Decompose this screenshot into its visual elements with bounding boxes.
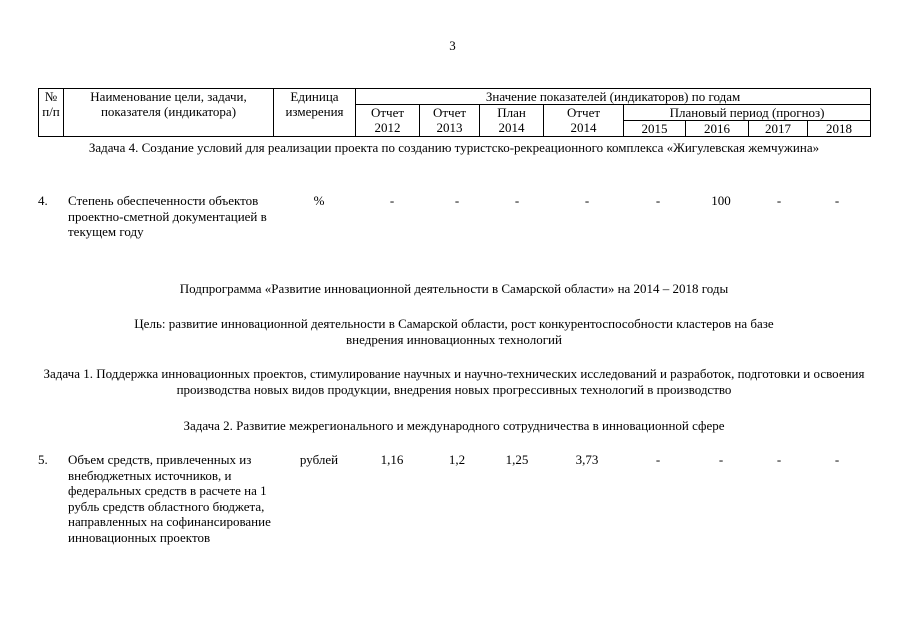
row-4-name: Степень обеспеченности объектов проектно-сметной документацией в текущем году bbox=[68, 193, 267, 240]
task-4-heading: Задача 4. Создание условий для реализации проекта по созданию туристско-рекреационного комплекса «Жигулевская жемчужина» bbox=[88, 140, 820, 155]
row-5-val-2013: 1,2 bbox=[448, 452, 466, 467]
header-year-2016: 2016 bbox=[686, 121, 749, 137]
task-1-heading: Задача 1. Поддержка инновационных проектов, стимулирование научных и научно-технических исследований и разработок, подготовки и освоения производства новых видов продукции, внедрения новых прогрессивных технологий в производство bbox=[43, 366, 865, 397]
header-name: Наименование цели, задачи, показателя (индикатора) bbox=[64, 89, 274, 137]
row-5-val-2016: - bbox=[718, 452, 724, 467]
page-number: 3 bbox=[449, 38, 456, 53]
row-4-val-2018: - bbox=[834, 193, 840, 208]
row-4-val-2012: - bbox=[389, 193, 395, 208]
row-4-num: 4. bbox=[38, 193, 48, 208]
header-sub-2: Отчет 2013 bbox=[420, 105, 480, 137]
row-4-val-2017: - bbox=[776, 193, 782, 208]
row-5-unit: рублей bbox=[299, 452, 339, 467]
row-5-val-plan-2014: 1,25 bbox=[505, 452, 529, 467]
row-5-val-2018: - bbox=[834, 452, 840, 467]
row-5-num: 5. bbox=[38, 452, 48, 467]
row-4-val-2015: - bbox=[655, 193, 661, 208]
row-4-val-2013: - bbox=[454, 193, 460, 208]
header-plan-period: Плановый период (прогноз) bbox=[624, 105, 871, 121]
row-5-val-2015: - bbox=[655, 452, 661, 467]
header-year-2017: 2017 bbox=[749, 121, 808, 137]
row-5-val-2017: - bbox=[776, 452, 782, 467]
header-year-2015: 2015 bbox=[624, 121, 686, 137]
goal-heading: Цель: развитие инновационной деятельности в Самарской области, рост конкурентоспособности кластеров на базе внедрения инновационных технологий bbox=[134, 316, 774, 347]
task-2-heading: Задача 2. Развитие межрегионального и международного сотрудничества в инновационной сфере bbox=[183, 418, 725, 433]
row-4-val-plan-2014: - bbox=[514, 193, 520, 208]
row-4-val-2016: 100 bbox=[711, 193, 731, 208]
header-num: № п/п bbox=[39, 89, 64, 137]
indicators-table-header bbox=[38, 88, 871, 137]
header-sub-4: Отчет 2014 bbox=[544, 105, 624, 137]
row-4-unit: % bbox=[313, 193, 325, 208]
header-year-2018: 2018 bbox=[808, 121, 871, 137]
header-sub-3: План 2014 bbox=[480, 105, 544, 137]
header-unit: Единица измерения bbox=[274, 89, 356, 137]
header-sub-1: Отчет 2012 bbox=[356, 105, 420, 137]
row-4-val-2014: - bbox=[584, 193, 590, 208]
header-values: Значение показателей (индикаторов) по годам bbox=[356, 89, 871, 105]
subprogram-heading: Подпрограмма «Развитие инновационной деятельности в Самарской области» на 2014 – 2018 годы bbox=[179, 281, 729, 296]
row-5-val-2014: 3,73 bbox=[575, 452, 599, 467]
row-5-name: Объем средств, привлеченных из внебюджетных источников, и федеральных средств в расчете на 1 рубль средств областного бюджета, направленных на софинансирование инновационных проектов bbox=[68, 452, 271, 545]
row-5-val-2012: 1,16 bbox=[380, 452, 404, 467]
